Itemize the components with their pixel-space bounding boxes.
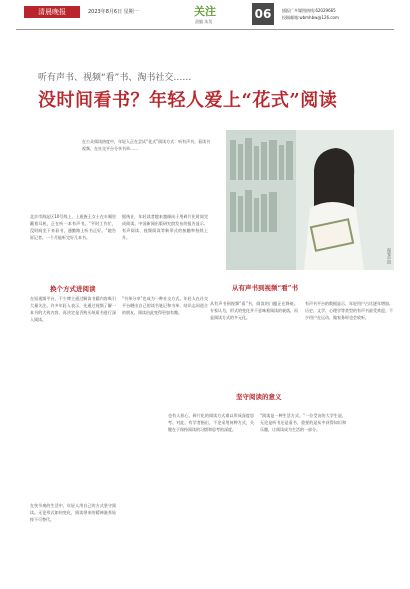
- issue-date: 2023年8月6日 星期一: [88, 9, 139, 15]
- body-paragraph: “书单分享”也成为一种社交方式。年轻人在社交平台晒出自己的读书笔记和书单，结识志同道合的朋友，阅读由此变得更加有趣。: [122, 296, 208, 315]
- subheading: 坚守阅读的意义: [236, 393, 282, 401]
- article-lead: 在公众阅读热度中，年轻人正在尝试“花式”阅读方式：听有声书、看读书视频、在社交平台分享书单……: [82, 139, 211, 151]
- section-title: 关注: [194, 5, 216, 18]
- body-paragraph: 从有声书到视频“看”书，阅读的门槛正在降低。专家认为，形式的变化并不意味着阅读的衰落，而是阅读方式的多元化。: [210, 301, 298, 320]
- article-headline: 没时间看书？年轻人爱上“花式”阅读: [38, 90, 338, 111]
- article-kicker: 听有声书、视频“看”书、淘书社交……: [38, 73, 192, 83]
- email-text: 投稿邮箱:wbmhbw@126.com: [282, 15, 339, 20]
- hotline-text: 插报广多媒图热线:62029665: [282, 8, 336, 13]
- body-paragraph: 有声书平台的数据显示，年轻用户占比逐年增加。历史、文学、心理学等类型的有声书最受欢迎，不少用户在运动、做家务时也会收听。: [305, 301, 393, 320]
- subheading: 从有声书到视频“看”书: [232, 284, 298, 292]
- page-number: 06: [252, 3, 274, 25]
- page-header: [0, 0, 410, 44]
- article-photo: [226, 130, 394, 270]
- body-paragraph: 在快节奏的生活中，年轻人用自己的方式坚守阅读。无论形式如何变化，阅读带来的精神滋养始终不可替代。: [30, 503, 116, 522]
- photo-credit: 视觉中国: [387, 248, 392, 264]
- newspaper-logo: 清晨晚报: [24, 6, 80, 18]
- reading-woman-illustration: [226, 130, 394, 270]
- section-editor: 责编 朱昊: [195, 19, 213, 24]
- header-divider: [16, 29, 394, 30]
- body-paragraph: 据统计，年轻读者越来越倾向于用碎片化时间完成阅读。中国新闻出版研究院发布的报告显示，有声阅读、视频阅读等新形式的接触率持续上升。: [122, 214, 208, 240]
- body-paragraph: 在短视频平台，不少博主通过解读书籍内容吸引大量关注。许多年轻人表示，先通过视频了解一本书的大致内容，再决定是否购买纸质书进行深入阅读。: [30, 296, 116, 322]
- body-paragraph: 北京市海淀区10号线上，上班族王女士在车厢里戴着耳机，正在听一本有声书。“平时工作忙，没时间坐下来看书，通勤路上听书正好。”她告诉记者，一个月能听完好几本书。: [30, 214, 116, 240]
- body-paragraph: 也有人担心，碎片化的阅读方式难以形成深度思考。对此，有学者指出，不论采用何种方式，关键在于保持阅读的习惯和思考的深度。: [168, 413, 254, 432]
- body-paragraph: “阅读是一种生活方式。”一位受访的大学生说，无论是听书还是看书，重要的是从中获得知识和乐趣，让阅读成为生活的一部分。: [260, 413, 346, 432]
- subheading: 换个方式进阅读: [50, 285, 96, 293]
